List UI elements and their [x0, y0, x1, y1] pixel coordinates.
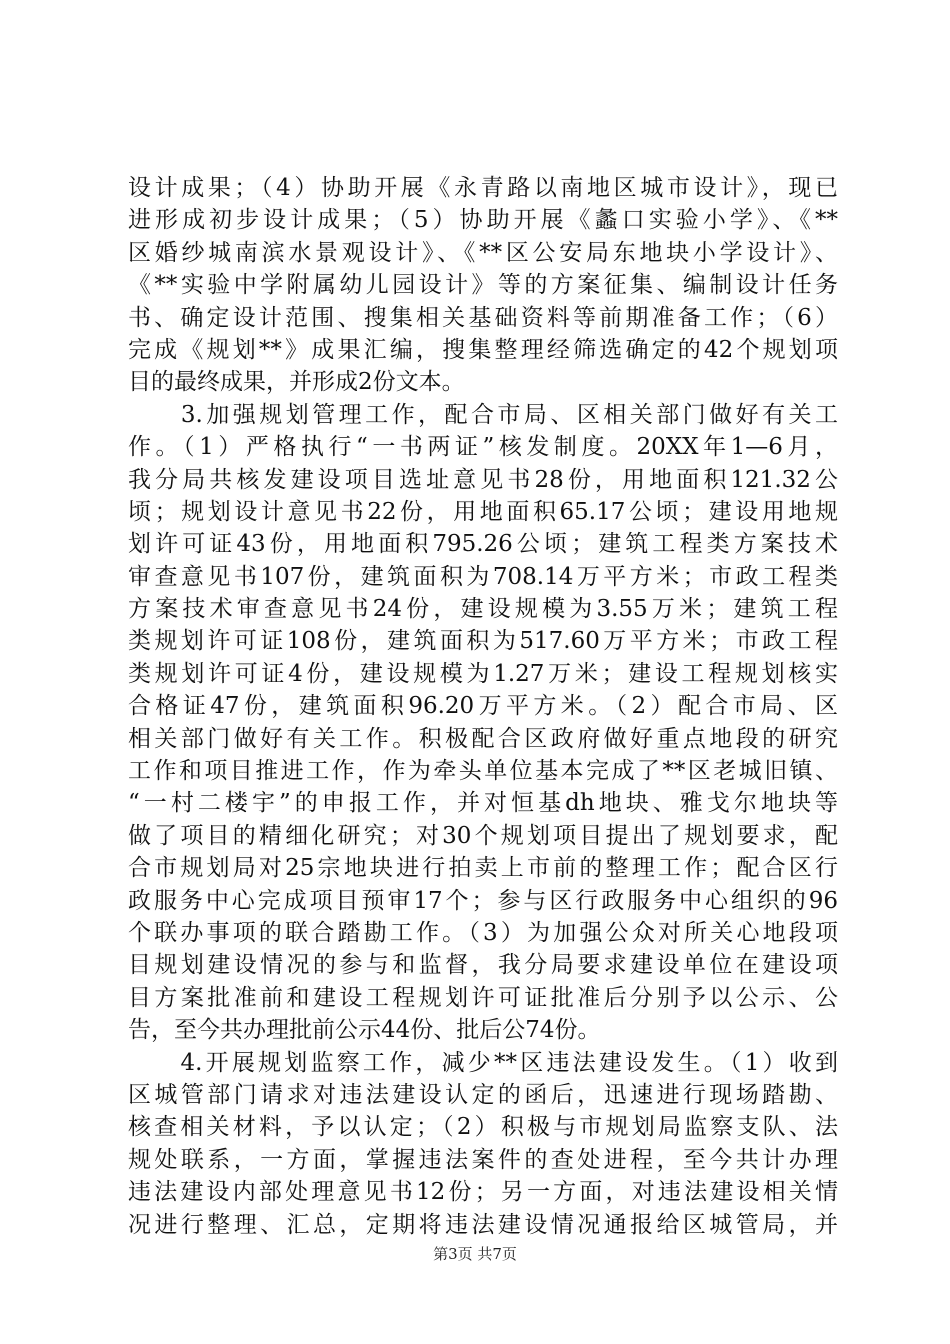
- text-line: 作。（1）严格执行“一书两证”核发制度。20XX年1—6月，: [128, 434, 838, 461]
- page-footer: 第3页 共7页: [433, 1245, 517, 1263]
- text-line: 合市规划局对25宗地块进行拍卖上市前的整理工作；配合区行: [128, 855, 838, 882]
- text-line: 个联办事项的联合踏勘工作。（3）为加强公众对所关心地段项: [128, 919, 838, 946]
- text-line: 政服务中心完成项目预审17个；参与区行政服务中心组织的96: [128, 887, 838, 914]
- text-line: 方案技术审查意见书24份，建设规模为3.55万米；建筑工程: [128, 596, 838, 623]
- text-line: 进形成初步设计成果；（5）协助开展《蠡口实验小学》、《**: [128, 207, 838, 234]
- text-line: 做了项目的精细化研究；对30个规划项目提出了规划要求，配: [128, 822, 838, 849]
- text-line: 类规划许可证108份，建筑面积为517.60万平方米；市政工程: [128, 628, 838, 655]
- text-line: 核查相关材料，予以认定；（2）积极与市规划局监察支队、法: [128, 1114, 838, 1141]
- text-line: 合格证47份，建筑面积96.20万平方米。（2）配合市局、区: [128, 693, 838, 720]
- text-line: 况进行整理、汇总，定期将违法建设情况通报给区城管局，并: [128, 1211, 838, 1238]
- text-line: 顷；规划设计意见书22份，用地面积65.17公顷；建设用地规: [128, 498, 838, 525]
- text-line: 目方案批准前和建设工程规划许可证批准后分别予以公示、公: [128, 984, 838, 1011]
- text-line: 区婚纱城南滨水景观设计》、《**区公安局东地块小学设计》、: [128, 239, 838, 266]
- text-line: 划许可证43份，用地面积795.26公顷；建筑工程类方案技术: [128, 531, 838, 558]
- text-line: 类规划许可证4份，建设规模为1.27万米；建设工程规划核实: [128, 660, 838, 687]
- text-line: 规处联系，一方面，掌握违法案件的查处进程，至今共计办理: [128, 1146, 838, 1173]
- text-line: 审查意见书107份，建筑面积为708.14万平方米；市政工程类: [128, 563, 838, 590]
- text-line: 区城管部门请求对违法建设认定的函后，迅速进行现场踏勘、: [128, 1081, 838, 1108]
- text-line: 4.开展规划监察工作，减少**区违法建设发生。（1）收到: [128, 1049, 838, 1076]
- text-line: 设计成果；（4）协助开展《永青路以南地区城市设计》，现已: [128, 175, 838, 201]
- text-line: 3.加强规划管理工作，配合市局、区相关部门做好有关工: [128, 401, 838, 428]
- text-line: 《**实验中学附属幼儿园设计》等的方案征集、编制设计任务: [128, 272, 838, 299]
- text-line: 我分局共核发建设项目选址意见书28份，用地面积121.32公: [128, 466, 838, 493]
- text-line: “一村二楼宇”的申报工作，并对恒基dh地块、雅戈尔地块等: [128, 790, 838, 817]
- text-line: 相关部门做好有关工作。积极配合区政府做好重点地段的研究: [128, 725, 838, 752]
- text-line: 目的最终成果，并形成2份文本。: [128, 369, 465, 396]
- text-line: 工作和项目推进工作，作为牵头单位基本完成了**区老城旧镇、: [128, 758, 838, 785]
- text-line: 目规划建设情况的参与和监督，我分局要求建设单位在建设项: [128, 952, 838, 979]
- text-line: 违法建设内部处理意见书12份；另一方面，对违法建设相关情: [128, 1179, 838, 1206]
- text-line: 完成《规划**》成果汇编，搜集整理经筛选确定的42个规划项: [128, 336, 838, 363]
- document-body: [128, 172, 838, 1241]
- text-line: 告，至今共办理批前公示44份、批后公74份。: [128, 1017, 601, 1044]
- text-line: 书、确定设计范围、搜集相关基础资料等前期准备工作；（6）: [128, 304, 838, 331]
